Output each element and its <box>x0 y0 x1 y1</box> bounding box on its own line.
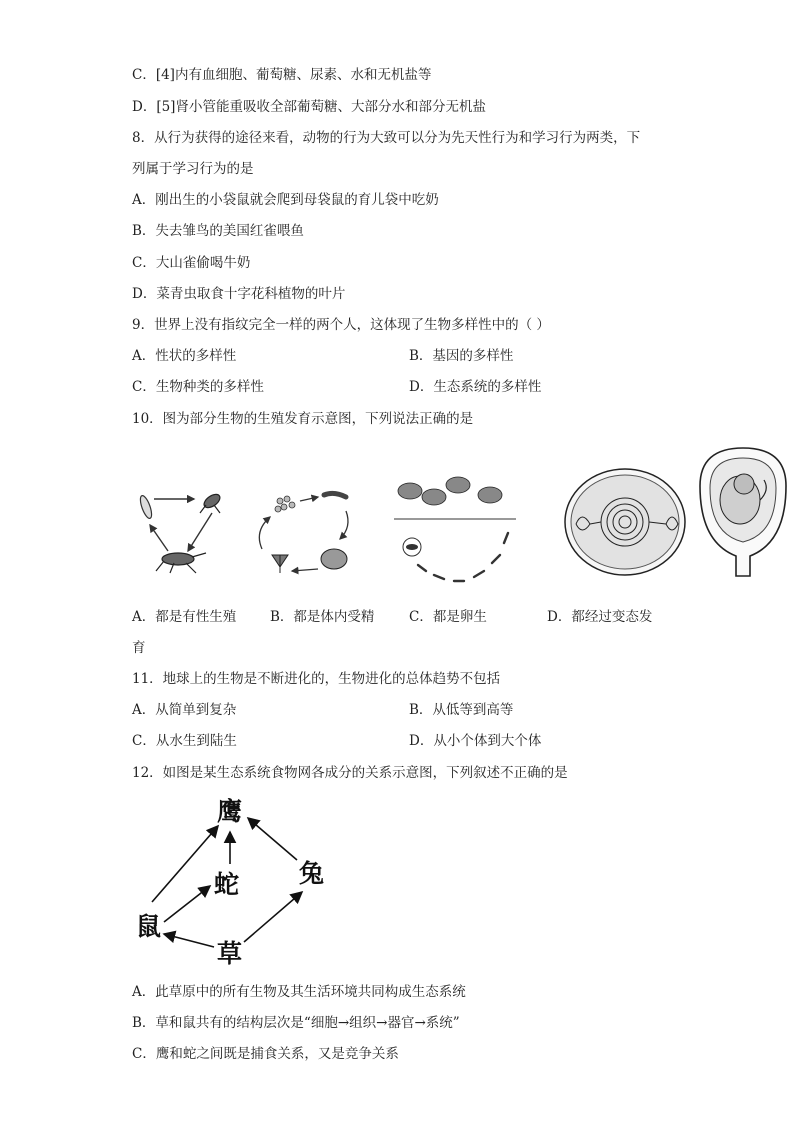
q8-option-c: C．大山雀偷喝牛奶 <box>132 255 251 271</box>
q12-stem: 12．如图是某生态系统食物网各成分的关系示意图，下列叙述不正确的是 <box>132 765 568 781</box>
q9-stem: 9．世界上没有指纹完全一样的两个人，这体现了生物多样性中的（ ） <box>132 317 550 333</box>
q12-option-c: C．鹰和蛇之间既是捕食关系，又是竞争关系 <box>132 1046 399 1062</box>
q8-stem: 8．从行为获得的途径来看，动物的行为大致可以分为先天性行为和学习行为两类，下 <box>132 130 641 146</box>
bird-egg-figure <box>562 466 688 578</box>
silkworm-lifecycle-figure <box>254 487 354 579</box>
arrow-grass-mouse <box>164 934 214 947</box>
q9-option-c: C．生物种类的多样性 <box>132 379 264 395</box>
node-eagle: 鹰 <box>217 797 243 826</box>
node-snake: 蛇 <box>214 870 240 899</box>
q7-option-d: D．[5]肾小管能重吸收全部葡萄糖、大部分水和部分无机盐 <box>132 99 486 115</box>
frog-lifecycle-figure <box>392 471 520 585</box>
node-rabbit: 兔 <box>299 859 325 888</box>
q8-option-a: A．刚出生的小袋鼠就会爬到母袋鼠的育儿袋中吃奶 <box>132 192 439 208</box>
arrow-mouse-snake <box>164 886 210 922</box>
q11-option-c: C．从水生到陆生 <box>132 733 237 749</box>
q9-option-a: A．性状的多样性 <box>132 348 237 364</box>
fetus-in-uterus-figure <box>694 446 792 580</box>
q11-option-b: B．从低等到高等 <box>409 702 514 718</box>
q11-option-d: D．从小个体到大个体 <box>409 733 542 749</box>
q10-stem: 10．图为部分生物的生殖发育示意图，下列说法正确的是 <box>132 411 474 427</box>
arrow-grass-rabbit <box>244 892 302 942</box>
q12-option-a: A．此草原中的所有生物及其生活环境共同构成生态系统 <box>132 984 466 1000</box>
node-mouse: 鼠 <box>136 912 162 941</box>
q8-stem-cont: 列属于学习行为的是 <box>132 161 254 177</box>
q10-option-b: B．都是体内受精 <box>270 609 375 625</box>
q11-option-a: A．从简单到复杂 <box>132 702 237 718</box>
arrow-rabbit-eagle <box>248 818 297 860</box>
q8-option-d: D．菜青虫取食十字花科植物的叶片 <box>132 286 346 302</box>
q10-option-d-wrap: 育 <box>132 640 146 656</box>
q7-option-c: C．[4]内有血细胞、葡萄糖、尿素、水和无机盐等 <box>132 67 432 83</box>
q12-option-b: B．草和鼠共有的结构层次是“细胞→组织→器官→系统” <box>132 1015 460 1031</box>
q9-option-d: D．生态系统的多样性 <box>409 379 542 395</box>
q11-stem: 11．地球上的生物是不断进化的，生物进化的总体趋势不包括 <box>132 671 501 687</box>
arrow-mouse-eagle <box>152 826 218 902</box>
q10-option-d: D．都经过变态发 <box>547 609 653 625</box>
q9-option-b: B．基因的多样性 <box>409 348 514 364</box>
q8-option-b: B．失去雏鸟的美国红雀喂鱼 <box>132 223 304 239</box>
grasshopper-lifecycle-figure <box>134 483 226 575</box>
node-grass: 草 <box>217 939 243 968</box>
q10-option-a: A．都是有性生殖 <box>132 609 237 625</box>
food-web-diagram <box>132 792 332 970</box>
q10-option-c: C．都是卵生 <box>409 609 487 625</box>
